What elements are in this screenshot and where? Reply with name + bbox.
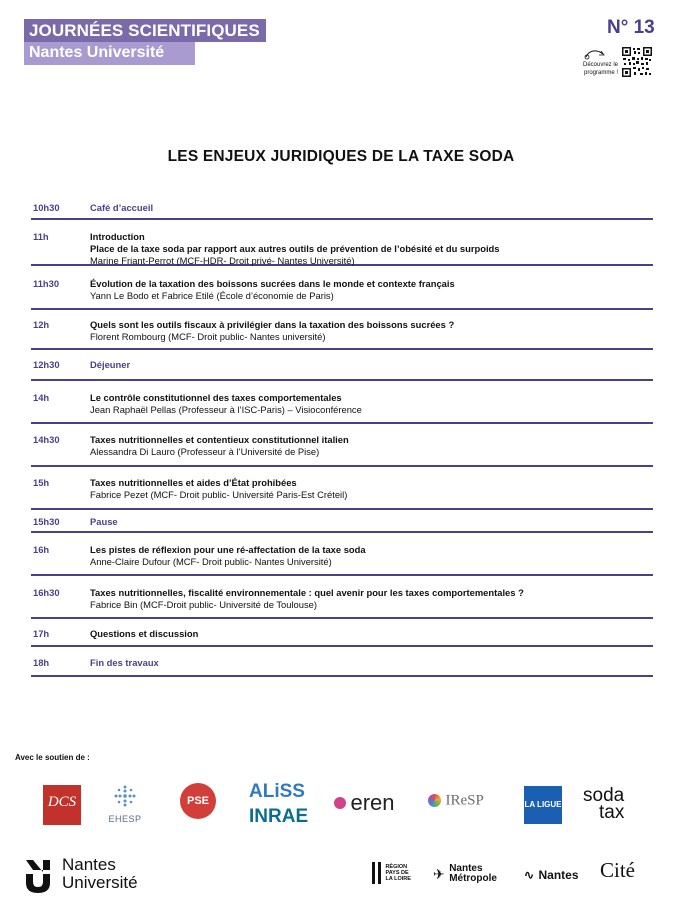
row-title: Pause <box>90 516 118 527</box>
row-subtitle: Place de la taxe soda par rapport aux autres outils de prévention de l’obésité et du surpoids <box>90 243 500 254</box>
programme-row <box>31 220 653 266</box>
issue-number: N° 13 <box>607 17 655 38</box>
row-time: 10h30 <box>33 202 60 213</box>
aliss-logo-text: ALiSS <box>249 781 305 802</box>
row-time: 16h <box>33 544 50 555</box>
row-time: 12h <box>33 319 50 330</box>
row-title: Café d’accueil <box>90 202 154 213</box>
iresp-flower-icon <box>428 794 441 807</box>
document-title: LES ENJEUX JURIDIQUES DE LA TAXE SODA <box>167 148 515 165</box>
sodatax-logo <box>583 787 641 825</box>
row-title: Questions et discussion <box>90 628 199 639</box>
row-time: 12h30 <box>33 359 60 370</box>
row-title: Fin des travaux <box>90 657 159 668</box>
programme-table <box>31 197 653 677</box>
row-speaker: Jean Raphaël Pellas (Professeur à l’ISC-Paris) – Visioconférence <box>90 404 362 415</box>
region-mark-icon <box>372 862 381 884</box>
programme-row <box>31 266 653 310</box>
row-time: 15h30 <box>33 516 60 527</box>
region-logo-text: RÉGION PAYS DE LA LOIRE <box>385 864 411 882</box>
row-title: Taxes nutritionnelles et contentieux constitutionnel italien <box>90 434 349 445</box>
row-speaker: Florent Rombourg (MCF- Droit public- Nantes université) <box>90 331 326 342</box>
inrae-logo-text: INRAE <box>249 806 309 827</box>
nantes-universite-logo-icon <box>24 858 52 894</box>
metropole-bird-icon: ✈ <box>433 865 445 882</box>
nantes-universite-wordmark <box>62 856 138 892</box>
row-time: 16h30 <box>33 587 60 598</box>
event-series-badge <box>24 19 266 65</box>
programme-row <box>31 510 653 533</box>
aliss-inrae-logo <box>249 782 315 832</box>
ville-nantes-logo <box>524 866 584 886</box>
nu-wordmark-line2: Université <box>62 873 138 892</box>
ligue-logo-text: LA LIGUE <box>524 800 562 809</box>
qr-caption: Découvrez le programme ! <box>582 62 618 76</box>
ville-logo-text: Nantes <box>538 867 579 882</box>
pse-logo <box>180 783 216 819</box>
row-time: 17h <box>33 628 50 639</box>
row-title: Le contrôle constitutionnel des taxes comportementales <box>90 392 342 403</box>
row-speaker: Yann Le Bodo et Fabrice Etilé (École d’économie de Paris) <box>90 290 334 301</box>
programme-row <box>31 467 653 510</box>
row-title: Les pistes de réflexion pour une ré-affectation de la taxe soda <box>90 544 366 555</box>
series-title: JOURNÉES SCIENTIFIQUES <box>24 19 266 42</box>
ehesp-logo-text: EHESP <box>108 814 142 824</box>
row-speaker: Marine Friant-Perrot (MCF-HDR- Droit privé- Nantes Université) <box>90 255 355 266</box>
arrow-icon <box>583 48 611 60</box>
row-title: Introduction <box>90 231 145 242</box>
metropole-line2: Métropole <box>449 873 497 884</box>
cite-logo-text: Cité <box>600 858 635 882</box>
ville-mark-icon: ∿ <box>524 867 535 882</box>
programme-row <box>31 310 653 350</box>
programme-row <box>31 381 653 424</box>
metropole-wordmark <box>449 864 497 884</box>
programme-row <box>31 533 653 576</box>
row-title: Taxes nutritionnelles, fiscalité environnementale : quel avenir pour les taxes comportementales ? <box>90 587 524 598</box>
iresp-logo-text: IReSP <box>445 792 484 809</box>
programme-row <box>31 424 653 467</box>
row-time: 18h <box>33 657 50 668</box>
ehesp-logo <box>105 783 145 827</box>
row-title: Évolution de la taxation des boissons sucrées dans le monde et contexte français <box>90 278 455 289</box>
row-speaker: Alessandra Di Lauro (Professeur à l’Université de Pise) <box>90 446 320 457</box>
sponsors-label: Avec le soutien de : <box>15 753 90 762</box>
metropole-line1: Nantes <box>449 863 483 874</box>
row-speaker: Anne-Claire Dufour (MCF- Droit public- Nantes Université) <box>90 556 332 567</box>
nantes-metropole-logo <box>433 864 513 890</box>
iresp-logo <box>428 792 508 822</box>
row-title: Quels sont les outils fiscaux à privilégier dans la taxation des boissons sucrées ? <box>90 319 455 330</box>
programme-row <box>31 647 653 677</box>
row-speaker: Fabrice Bin (MCF-Droit public- Université de Toulouse) <box>90 599 317 610</box>
programme-row <box>31 350 653 381</box>
row-time: 14h <box>33 392 50 403</box>
eren-logo-text: eren <box>350 790 395 815</box>
series-institution: Nantes Université <box>24 42 195 65</box>
row-title: Taxes nutritionnelles et aides d’État prohibées <box>90 477 297 488</box>
nu-wordmark-line1: Nantes <box>62 855 116 874</box>
programme-row <box>31 197 653 220</box>
eren-flower-icon <box>334 797 346 809</box>
ehesp-dots-icon <box>112 783 138 809</box>
row-time: 14h30 <box>33 434 60 445</box>
pse-logo-text: PSE <box>186 795 209 807</box>
programme-row <box>31 619 653 647</box>
row-time: 11h <box>33 231 49 242</box>
row-time: 11h30 <box>33 278 60 289</box>
row-speaker: Fabrice Pezet (MCF- Droit public- Université Paris-Est Créteil) <box>90 489 348 500</box>
row-title: Déjeuner <box>90 359 131 370</box>
dcs-logo-text: DCS <box>47 794 77 810</box>
row-time: 15h <box>33 477 50 488</box>
cite-logo <box>600 858 656 888</box>
dcs-logo <box>43 785 81 825</box>
programme-row <box>31 576 653 619</box>
sodatax-line2: tax <box>599 802 625 823</box>
qr-code-icon[interactable] <box>622 47 652 77</box>
sodatax-line1: soda <box>583 785 625 806</box>
eren-logo <box>334 790 406 820</box>
region-logo <box>372 862 418 888</box>
ligue-logo <box>524 786 562 824</box>
